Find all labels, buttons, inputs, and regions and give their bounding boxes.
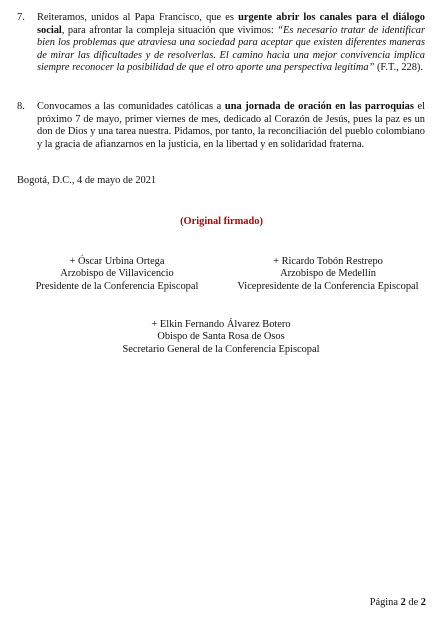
signer-title: Presidente de la Conferencia Episcopal <box>35 280 199 292</box>
paragraph-8 <box>17 101 425 151</box>
page-number-footer <box>370 597 426 608</box>
signature-block-secretary <box>91 319 351 356</box>
text-run: Reiteramos, unidos al Papa Francisco, que es <box>37 12 239 23</box>
paragraph-text <box>37 12 425 75</box>
signer-title: Vicepresidente de la Conferencia Episcopal <box>237 280 419 292</box>
signer-title: Secretario General de la Conferencia Episcopal <box>122 343 320 355</box>
text-run-italic-quote: “Es necesario tratar de identificar bien los problemas que atraviesa una sociedad para aceptar que existen diferentes maneras de mirar las dificultades y de resolverlas. El camino hacia una mejor convivencia implica siempre reconocer la posibilidad de que el otro aporte una perspectiva legítima” <box>37 24 425 74</box>
page-label: Página <box>369 597 401 608</box>
paragraph-text <box>37 101 425 151</box>
text-run: Convocamos a las comunidades católicas a <box>37 101 225 112</box>
paragraph-number: 8. <box>17 101 25 112</box>
page-of: de <box>405 597 421 608</box>
date-line: Bogotá, D.C., 4 de mayo de 2021 <box>17 175 157 186</box>
signature-block-president <box>17 256 217 293</box>
signer-name: + Ricardo Tobón Restrepo <box>273 256 383 267</box>
paragraph-number: 7. <box>17 12 25 23</box>
signer-name: + Elkin Fernando Álvarez Botero <box>151 319 291 330</box>
page-total: 2 <box>420 597 426 608</box>
signer-name: + Óscar Urbina Ortega <box>69 256 165 267</box>
signature-block-vicepresident <box>228 256 428 293</box>
signer-role: Obispo de Santa Rosa de Osos <box>157 331 285 343</box>
text-run: (F.T., 228). <box>374 62 423 74</box>
text-run: , para afrontar la compleja situación que vivimos: <box>61 24 278 36</box>
page-current: 2 <box>400 597 406 608</box>
signer-role: Arzobispo de Medellín <box>280 268 376 280</box>
text-run: el próximo 7 de mayo, primer viernes de mes, dedicado al Corazón de Jesús, pues la paz es un don de Dios y una tarea nuestra. Pidamos, por tanto, la reconciliación del pueblo colombiano y la gracia de afianzarnos en la justicia, en la libertad y en solidaridad fraterna. <box>37 101 426 150</box>
text-run-bold: una jornada de oración en las parroquias <box>224 101 414 112</box>
paragraph-7 <box>17 12 425 75</box>
text-run-bold: urgente abrir los canales para el diálogo social <box>37 12 425 36</box>
original-signed-note: (Original firmado) <box>180 216 263 227</box>
signer-role: Arzobispo de Villavicencio <box>60 268 174 280</box>
